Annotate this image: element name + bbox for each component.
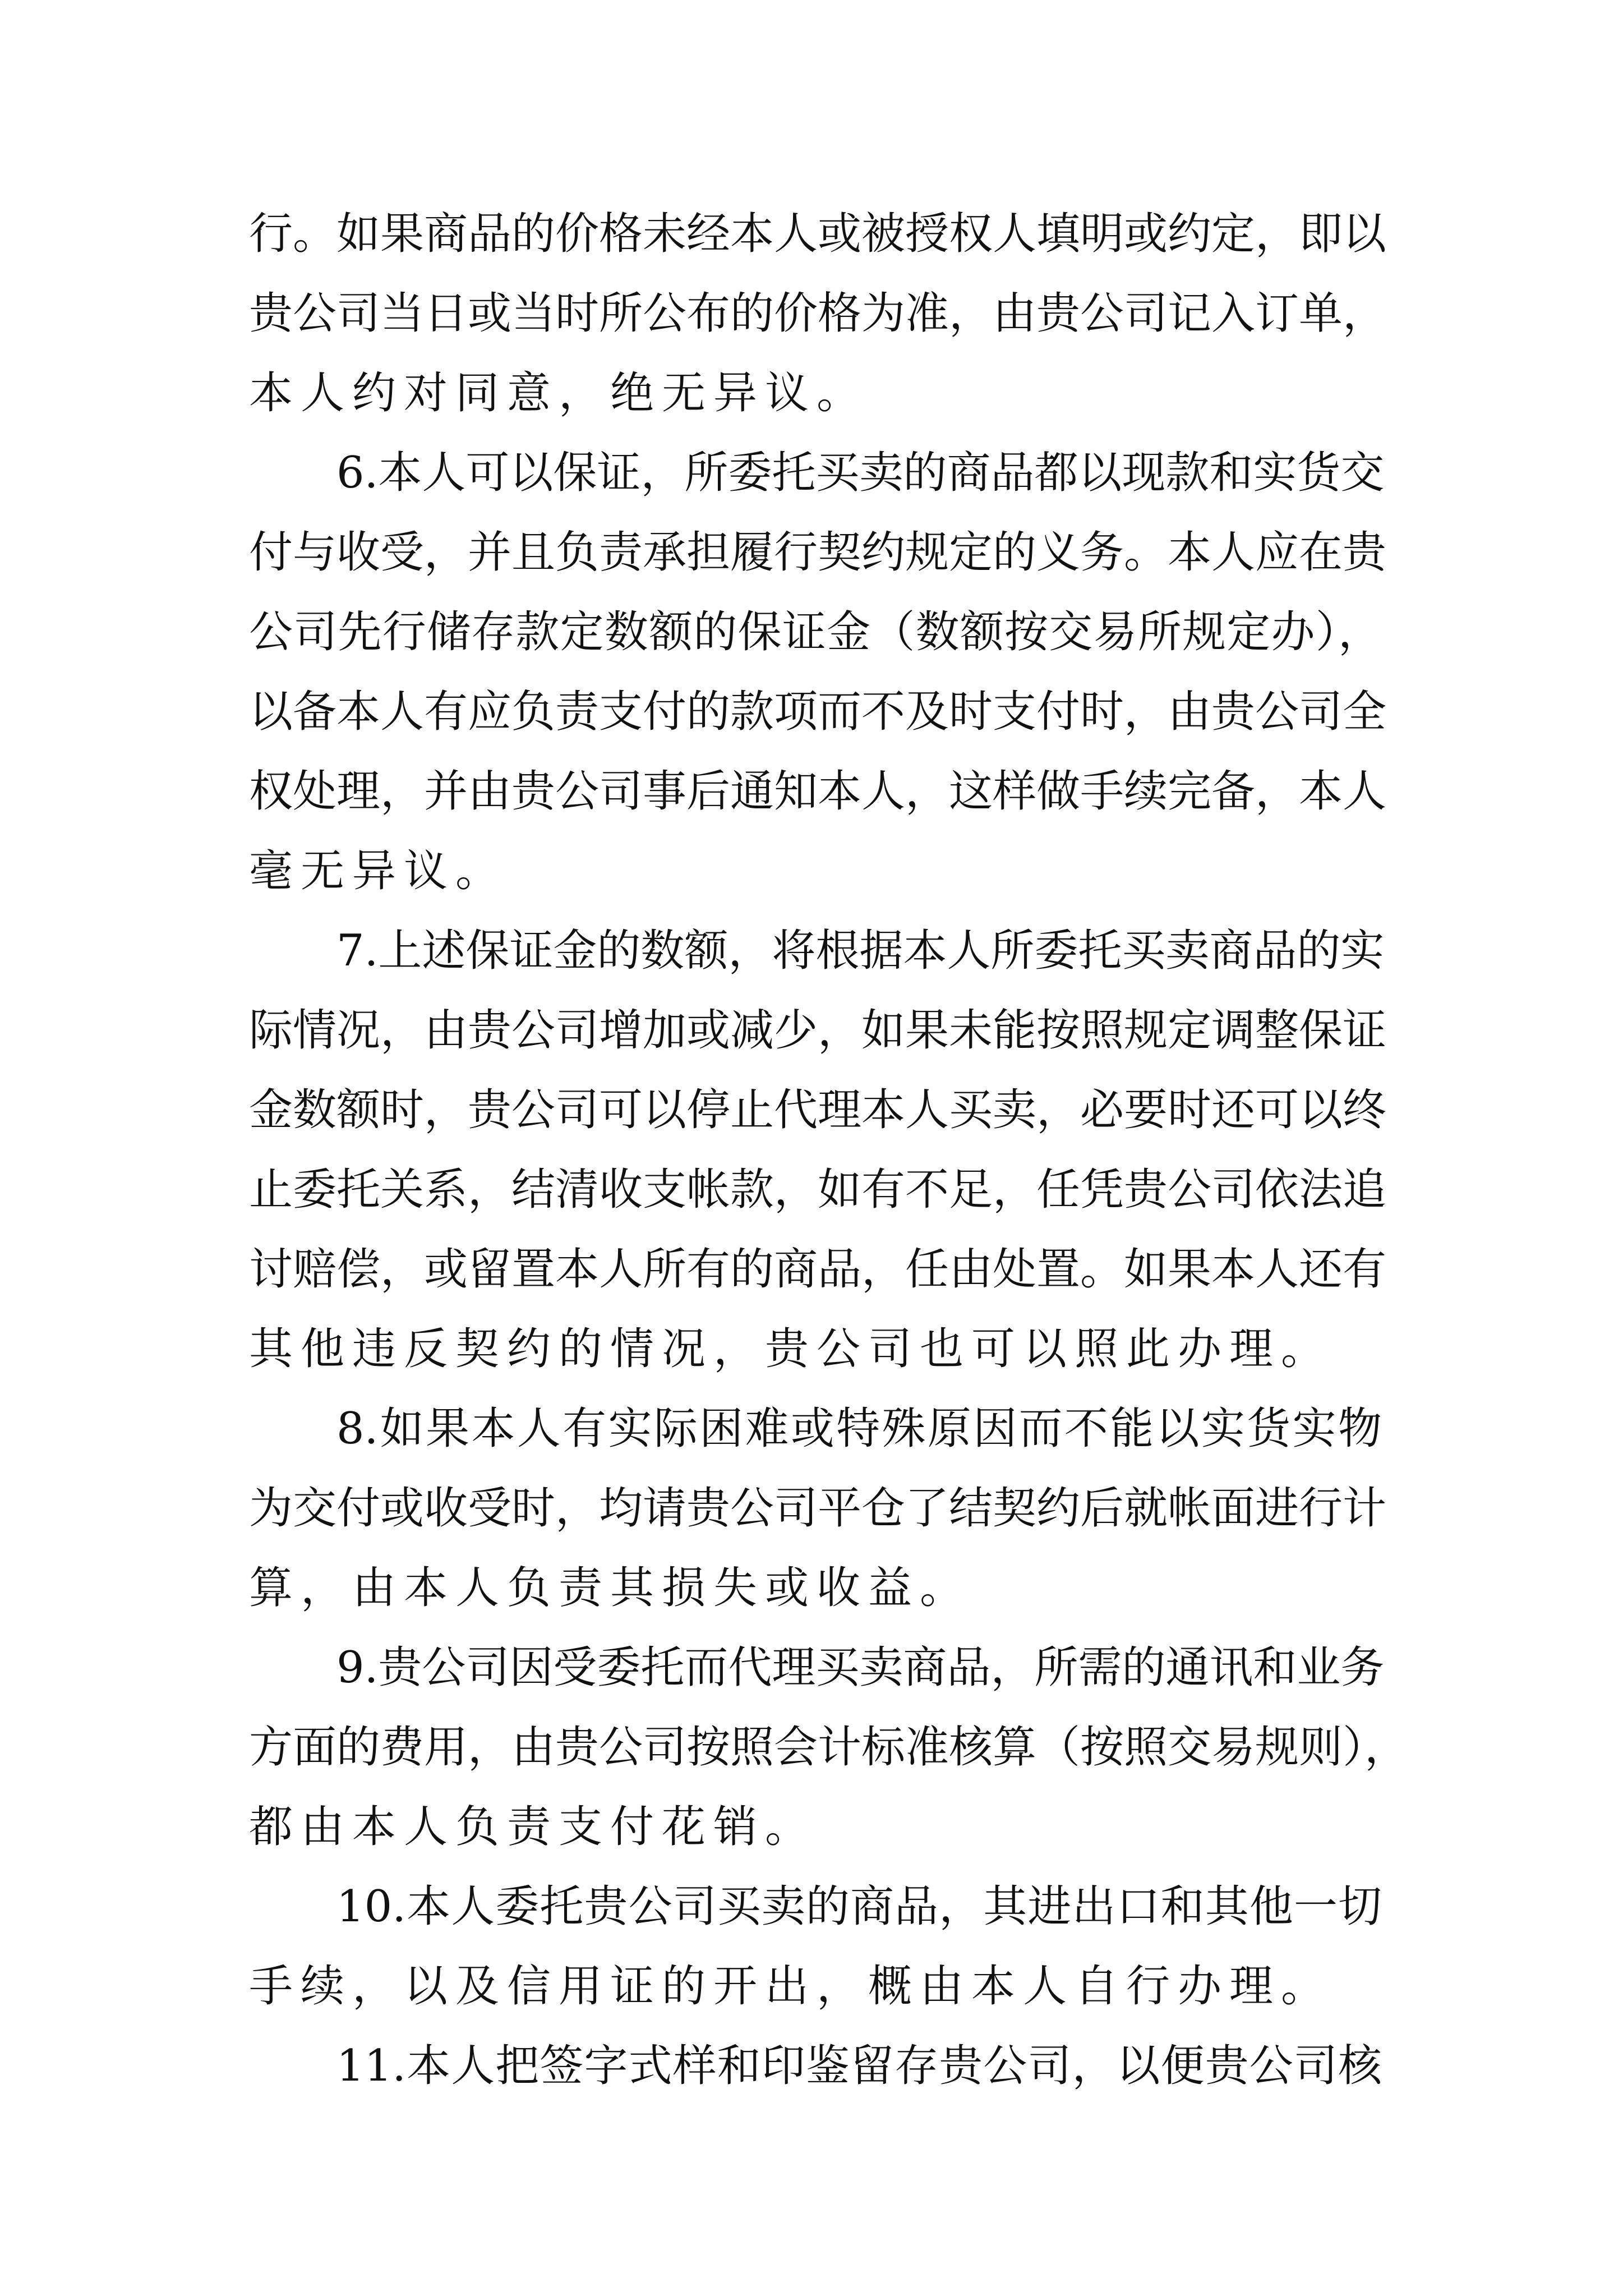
text-line: 算，由本人负责其损失或收益。 [249,1563,972,1613]
text-line: 贵公司当日或当时所公布的价格为准，由贵公司记入订单， [249,288,1387,339]
text-line: 手续，以及信用证的开出，概由本人自行办理。 [249,1961,1333,2012]
text-line: 毫无异议。 [249,846,508,896]
text-line: 其他违反契约的情况，贵公司也可以照此办理。 [249,1324,1333,1374]
text-line: 10.本人委托贵公司买卖的商品，其进出口和其他一切 [336,1881,1382,1932]
text-line: 行。如果商品的价格未经本人或被授权人填明或约定，即以 [249,209,1387,259]
document-body [249,194,1409,2106]
text-line: 9.贵公司因受委托而代理买卖商品，所需的通讯和业务 [336,1642,1385,1693]
paragraph-7 [249,911,1387,1389]
paragraph-6 [249,433,1387,911]
text-line: 际情况，由贵公司增加或减少，如果未能按照规定调整保证 [249,1005,1387,1056]
paragraph-10 [249,1867,1382,2026]
text-line: 11.本人把签字式样和印鉴留存贵公司，以便贵公司核 [336,2041,1382,2091]
paragraph-8 [249,1389,1387,1628]
paragraph-5-continuation [249,194,1387,433]
text-line: 金数额时，贵公司可以停止代理本人买卖，必要时还可以终 [249,1085,1387,1135]
text-line: 公司先行储存款定数额的保证金（数额按交易所规定办）， [249,607,1382,657]
text-line: 7.上述保证金的数额，将根据本人所委托买卖商品的实 [336,926,1385,976]
text-line: 讨赔偿，或留置本人所有的商品，任由处置。如果本人还有 [249,1244,1387,1295]
text-line: 止委托关系，结清收支帐款，如有不足，任凭贵公司依法追 [249,1165,1387,1215]
text-line: 本人约对同意，绝无异议。 [249,368,869,418]
text-line: 为交付或收受时，均请贵公司平仓了结契约后就帐面进行计 [249,1483,1387,1534]
text-line: 都由本人负责支付花销。 [249,1802,817,1852]
paragraph-11 [249,2026,1382,2106]
text-line: 8.如果本人有实际困难或特殊原因而不能以实货实物 [336,1404,1382,1454]
text-line: 6.本人可以保证，所委托买卖的商品都以现款和实货交 [336,448,1385,498]
paragraph-9 [249,1628,1409,1867]
text-line: 以备本人有应负责支付的款项而不及时支付时，由贵公司全 [249,687,1387,737]
text-line: 权处理，并由贵公司事后通知本人，这样做手续完备，本人 [249,766,1387,817]
text-line: 付与收受，并且负责承担履行契约规定的义务。本人应在贵 [249,527,1387,578]
text-line: 方面的费用，由贵公司按照会计标准核算（按照交易规则）， [249,1722,1409,1773]
